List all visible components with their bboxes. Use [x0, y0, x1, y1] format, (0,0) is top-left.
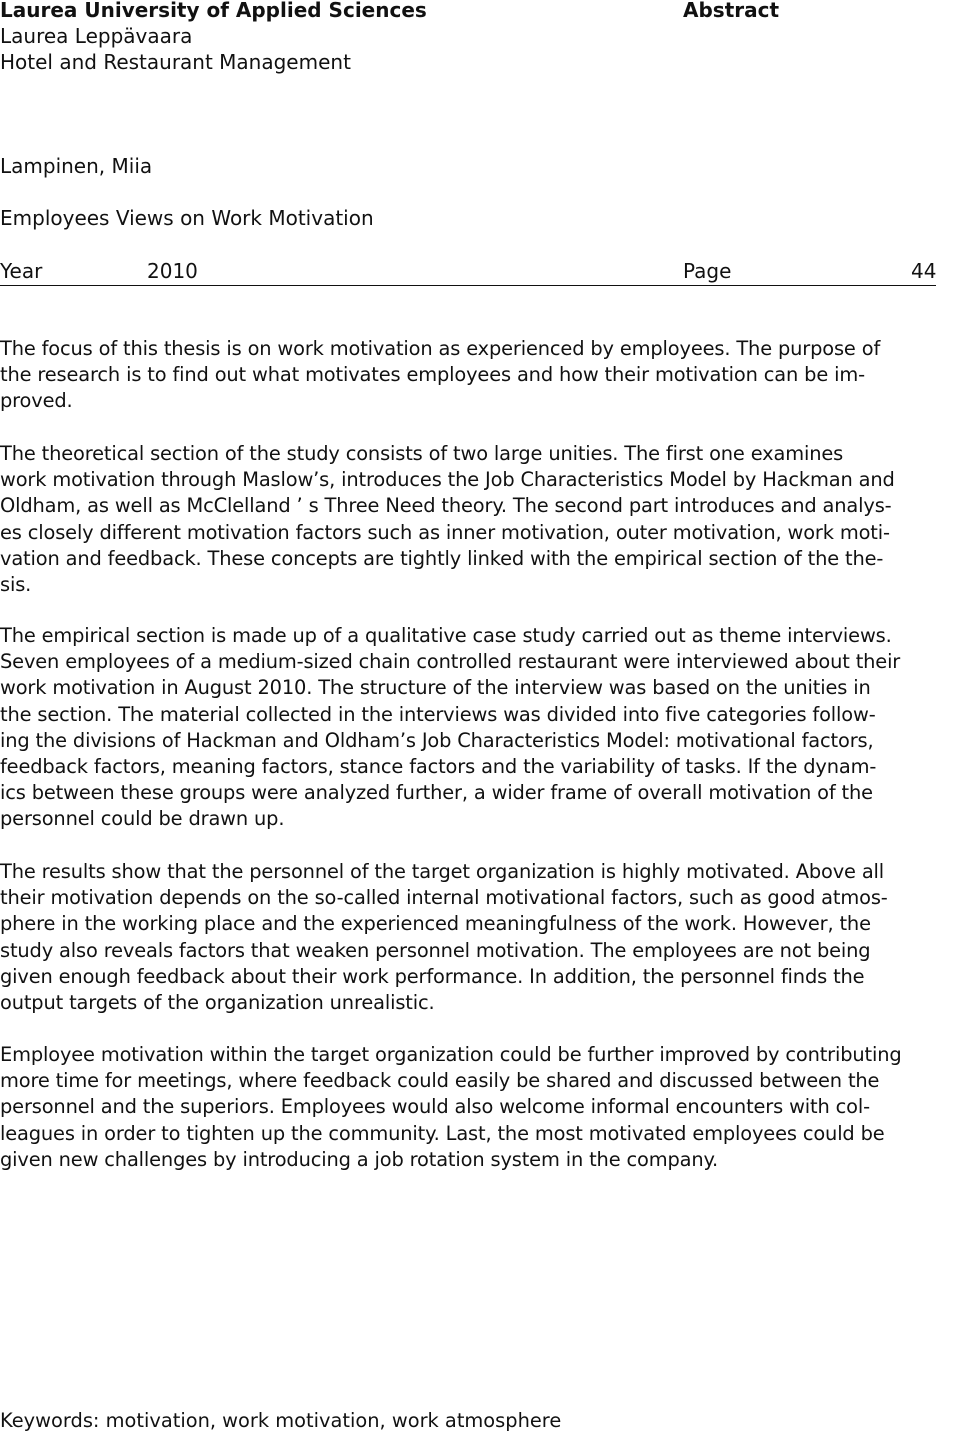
document-type: Abstract — [683, 0, 780, 22]
paragraph-line: The empirical section is made up of a qualitative case study carried out as theme interviews. — [0, 624, 892, 647]
paragraph-line: The focus of this thesis is on work motivation as experienced by employees. The purpose of — [0, 337, 881, 360]
abstract-paragraph-2 — [0, 441, 960, 598]
year-value: 2010 — [147, 259, 198, 283]
year-page-row — [0, 258, 936, 286]
program-name: Hotel and Restaurant Management — [0, 50, 351, 74]
abstract-paragraph-1 — [0, 336, 960, 415]
paragraph-line: feedback factors, meaning factors, stance factors and the variability of tasks. If the dynam- — [0, 755, 877, 779]
paragraph-line: Seven employees of a medium-sized chain controlled restaurant were interviewed about their — [0, 650, 901, 674]
paragraph-line: Employee motivation within the target organization could be further improved by contributing — [0, 1043, 902, 1066]
paragraph-line: phere in the working place and the experienced meaningfulness of the work. However, the — [0, 912, 871, 936]
paragraph-line: The theoretical section of the study consists of two large unities. The first one examines — [0, 442, 844, 465]
paragraph-line: Oldham, as well as McClelland ’ s Three Need theory. The second part introduces and analys- — [0, 494, 892, 518]
year-label: Year — [0, 259, 43, 283]
paragraph-line: leagues in order to tighten up the community. Last, the most motivated employees could be — [0, 1121, 885, 1145]
paragraph-line: personnel and the superiors. Employees would also welcome informal encounters with col- — [0, 1095, 870, 1119]
abstract-paragraph-4 — [0, 859, 960, 1016]
abstract-paragraph-3 — [0, 623, 960, 833]
paragraph-line: their motivation depends on the so-called internal motivational factors, such as good atmos- — [0, 886, 888, 910]
campus-name: Laurea Leppävaara — [0, 24, 193, 48]
keywords-line: Keywords: motivation, work motivation, work atmosphere — [0, 1409, 562, 1432]
paragraph-line: more time for meetings, where feedback could easily be shared and discussed between the — [0, 1069, 880, 1093]
paragraph-line: es closely different motivation factors such as inner motivation, outer motivation, work moti- — [0, 520, 890, 544]
paragraph-line: sis. — [0, 573, 32, 597]
paragraph-line: The results show that the personnel of the target organization is highly motivated. Above all — [0, 860, 885, 883]
page-label: Page — [683, 259, 732, 283]
paragraph-line: ing the divisions of Hackman and Oldham’s Job Characteristics Model: motivational factors, — [0, 728, 874, 752]
paragraph-line: study also reveals factors that weaken personnel motivation. The employees are not being — [0, 938, 871, 962]
university-name: Laurea University of Applied Sciences — [0, 0, 427, 22]
paragraph-line: given enough feedback about their work performance. In addition, the personnel finds the — [0, 964, 865, 988]
paragraph-line: output targets of the organization unrealistic. — [0, 991, 435, 1015]
paragraph-line: given new challenges by introducing a job rotation system in the company. — [0, 1147, 719, 1171]
abstract-paragraph-5 — [0, 1042, 960, 1173]
paragraph-line: vation and feedback. These concepts are tightly linked with the empirical section of the the- — [0, 546, 884, 570]
paragraph-line: the research is to find out what motivates employees and how their motivation can be im- — [0, 363, 865, 387]
paragraph-line: work motivation in August 2010. The structure of the interview was based on the unities in — [0, 676, 871, 700]
paragraph-line: work motivation through Maslow’s, introduces the Job Characteristics Model by Hackman and — [0, 468, 895, 492]
page-count: 44 — [911, 259, 937, 283]
paragraph-line: personnel could be drawn up. — [0, 807, 285, 831]
author-name: Lampinen, Miia — [0, 154, 153, 178]
paragraph-line: the section. The material collected in the interviews was divided into five categories follow- — [0, 702, 876, 726]
thesis-title: Employees Views on Work Motivation — [0, 206, 374, 230]
paragraph-line: proved. — [0, 389, 73, 413]
paragraph-line: ics between these groups were analyzed further, a wider frame of overall motivation of the — [0, 781, 873, 805]
